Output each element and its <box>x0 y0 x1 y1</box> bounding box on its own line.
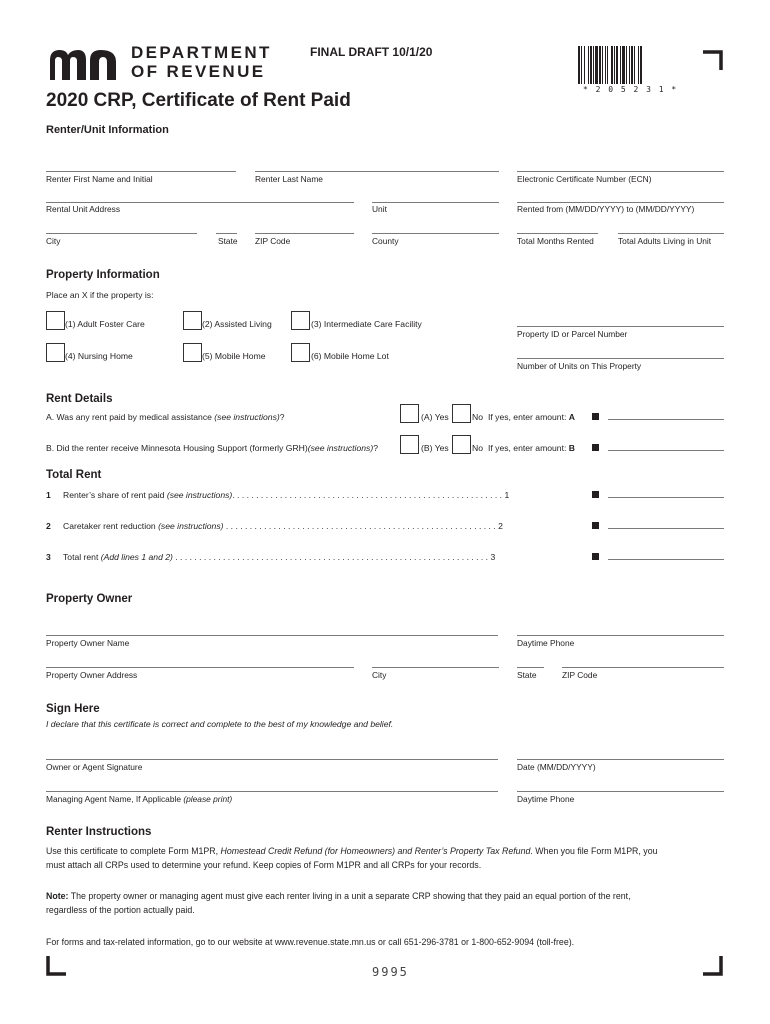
rental-address-field[interactable] <box>46 202 354 203</box>
barcode-bar <box>578 46 580 84</box>
note-paragraph-1: Note: The property owner or managing agent must give each renter living in a unit a separate CRP showing that they paid an equal portion of the rent, <box>46 891 631 901</box>
property-id-label: Property ID or Parcel Number <box>517 329 628 339</box>
contact-info: For forms and tax-related information, go to our website at www.revenue.state.mn.us or call 651-296-3781 or 1-800-652-9094 (toll-free). <box>46 937 575 947</box>
total-rent-heading: Total Rent <box>46 469 102 481</box>
b-amount-marker-icon <box>592 444 599 451</box>
rental-address-label: Rental Unit Address <box>46 204 121 214</box>
city-field[interactable] <box>46 233 197 234</box>
property-owner-heading: Property Owner <box>46 593 133 605</box>
corner-mark-bottom-left <box>46 956 66 976</box>
checkbox-a-no[interactable] <box>452 404 471 423</box>
barcode-bar <box>622 46 625 84</box>
checkbox-nursing-home[interactable] <box>46 343 65 362</box>
line-3-text: Total rent (Add lines 1 and 2) . . . . . . . . . . . . . . . . . . . . . . . . . . . . . . . . . . . . . . . . . . . . . . . . . . . . . . . . . . . . . . . . . . 3 <box>63 552 496 562</box>
checkbox-mobile-home-lot[interactable] <box>291 343 310 362</box>
barcode-bar <box>634 46 635 84</box>
option-assisted-living: (2) Assisted Living <box>202 319 272 329</box>
line-1-marker-icon <box>592 491 599 498</box>
renter-first-name-label: Renter First Name and Initial <box>46 174 153 184</box>
barcode-bar <box>590 46 592 84</box>
owner-phone-label: Daytime Phone <box>517 638 575 648</box>
barcode-text: * 2 0 5 2 3 1 * <box>583 85 678 94</box>
line-2-field[interactable] <box>608 528 724 529</box>
note-paragraph-2: regardless of the portion actually paid. <box>46 905 195 915</box>
owner-state-field[interactable] <box>517 667 544 668</box>
owner-address-label: Property Owner Address <box>46 670 138 680</box>
rent-details-heading: Rent Details <box>46 393 113 405</box>
barcode-icon <box>578 46 678 84</box>
ecn-label: Electronic Certificate Number (ECN) <box>517 174 652 184</box>
line-1-number: 1 <box>46 490 51 500</box>
owner-name-field[interactable] <box>46 635 498 636</box>
b-yes-label: (B) Yes <box>421 443 449 453</box>
agent-phone-label: Daytime Phone <box>517 794 575 804</box>
sign-date-field[interactable] <box>517 759 724 760</box>
dept-name-line2: OF REVENUE <box>131 62 266 81</box>
barcode-bar <box>629 46 630 84</box>
b-amount-field[interactable] <box>608 450 724 451</box>
mn-logo-icon <box>46 46 122 82</box>
option-mobile-home: (5) Mobile Home <box>202 351 266 361</box>
question-b: B. Did the renter receive Minnesota Housing Support (formerly GRH)(see instructions)? <box>46 443 378 453</box>
barcode-bar <box>607 46 608 84</box>
property-id-field[interactable] <box>517 326 724 327</box>
total-adults-field[interactable] <box>618 233 724 234</box>
checkbox-mobile-home[interactable] <box>183 343 202 362</box>
form-code: 9995 <box>372 965 409 979</box>
renter-first-name-field[interactable] <box>46 171 236 172</box>
renter-instructions-heading: Renter Instructions <box>46 826 152 838</box>
total-months-field[interactable] <box>517 233 598 234</box>
barcode-bar <box>620 46 621 84</box>
barcode-bar <box>602 46 603 84</box>
barcode-bar <box>584 46 585 84</box>
line-3-field[interactable] <box>608 559 724 560</box>
total-adults-label: Total Adults Living in Unit <box>618 236 712 246</box>
line-3-marker-icon <box>592 553 599 560</box>
b-no-label: No <box>472 443 483 453</box>
a-amount-label: If yes, enter amount: A <box>488 412 575 422</box>
option-mobile-home-lot: (6) Mobile Home Lot <box>311 351 389 361</box>
barcode-bar <box>614 46 615 84</box>
checkbox-assisted-living[interactable] <box>183 311 202 330</box>
rented-from-field[interactable] <box>517 202 724 203</box>
line-2-number: 2 <box>46 521 51 531</box>
checkbox-intermediate-care[interactable] <box>291 311 310 330</box>
sign-date-label: Date (MM/DD/YYYY) <box>517 762 596 772</box>
line-2-text: Caretaker rent reduction (see instructions) . . . . . . . . . . . . . . . . . . . . . . . . . . . . . . . . . . . . . . . . . . . . . . . . . . . . . . . . . 2 <box>63 521 503 531</box>
b-amount-label: If yes, enter amount: B <box>488 443 575 453</box>
renter-last-name-label: Renter Last Name <box>255 174 323 184</box>
barcode-bar <box>605 46 606 84</box>
dept-name-line1: DEPARTMENT <box>131 43 272 62</box>
owner-name-label: Property Owner Name <box>46 638 130 648</box>
line-1-text: Renter’s share of rent paid (see instructions). . . . . . . . . . . . . . . . . . . . . . . . . . . . . . . . . . . . . . . . . . . . . . . . . . . . . . . . . 1 <box>63 490 510 500</box>
state-field[interactable] <box>216 233 237 234</box>
agent-name-label: Managing Agent Name, If Applicable (please print) <box>46 794 233 804</box>
agent-name-field[interactable] <box>46 791 498 792</box>
form-title: 2020 CRP, Certificate of Rent Paid <box>46 90 351 111</box>
a-amount-field[interactable] <box>608 419 724 420</box>
a-yes-label: (A) Yes <box>421 412 449 422</box>
renter-last-name-field[interactable] <box>255 171 499 172</box>
unit-label: Unit <box>372 204 387 214</box>
checkbox-b-no[interactable] <box>452 435 471 454</box>
agent-phone-field[interactable] <box>517 791 724 792</box>
barcode-bar <box>581 46 582 84</box>
owner-city-field[interactable] <box>372 667 499 668</box>
signature-label: Owner or Agent Signature <box>46 762 143 772</box>
draft-label: FINAL DRAFT 10/1/20 <box>310 45 433 59</box>
owner-zip-label: ZIP Code <box>562 670 598 680</box>
num-units-label: Number of Units on This Property <box>517 361 642 371</box>
zip-field[interactable] <box>255 233 354 234</box>
instructions-paragraph-1b: must attach all CRPs used to determine your refund. Keep copies of Form M1PR and all CRPs for your records. <box>46 860 482 870</box>
a-no-label: No <box>472 412 483 422</box>
county-field[interactable] <box>372 233 499 234</box>
barcode-bar <box>595 46 598 84</box>
line-3-number: 3 <box>46 552 51 562</box>
line-1-field[interactable] <box>608 497 724 498</box>
sign-here-heading: Sign Here <box>46 703 100 715</box>
a-amount-marker-icon <box>592 413 599 420</box>
option-adult-foster-care: (1) Adult Foster Care <box>65 319 145 329</box>
owner-state-label: State <box>517 670 537 680</box>
checkbox-a-yes[interactable] <box>400 404 419 423</box>
property-section-heading: Property Information <box>46 269 160 281</box>
instructions-paragraph-1a: Use this certificate to complete Form M1PR, Homestead Credit Refund (for Homeowners) and Renter’s Property Tax Refund. When you file Form M1PR, you <box>46 846 658 856</box>
owner-city-label: City <box>372 670 387 680</box>
barcode-bar <box>640 46 642 84</box>
total-months-label: Total Months Rented <box>517 236 594 246</box>
corner-mark-top-right <box>703 50 723 70</box>
barcode-bar <box>593 46 594 84</box>
owner-phone-field[interactable] <box>517 635 724 636</box>
option-intermediate-care: (3) Intermediate Care Facility <box>311 319 422 329</box>
barcode-bar <box>599 46 601 84</box>
barcode-bar <box>638 46 639 84</box>
unit-field[interactable] <box>372 202 499 203</box>
checkbox-b-yes[interactable] <box>400 435 419 454</box>
signature-field[interactable] <box>46 759 498 760</box>
line-2-marker-icon <box>592 522 599 529</box>
barcode-bar <box>631 46 633 84</box>
owner-zip-field[interactable] <box>562 667 724 668</box>
rented-from-label: Rented from (MM/DD/YYYY) to (MM/DD/YYYY) <box>517 204 695 214</box>
checkbox-adult-foster-care[interactable] <box>46 311 65 330</box>
owner-address-field[interactable] <box>46 667 354 668</box>
zip-label: ZIP Code <box>255 236 291 246</box>
barcode-bar <box>626 46 627 84</box>
city-label: City <box>46 236 61 246</box>
option-nursing-home: (4) Nursing Home <box>65 351 133 361</box>
corner-mark-bottom-right <box>703 956 723 976</box>
barcode-bar <box>616 46 618 84</box>
renter-section-heading: Renter/Unit Information <box>46 124 169 136</box>
question-a: A. Was any rent paid by medical assistance (see instructions)? <box>46 412 285 422</box>
declaration-text: I declare that this certificate is correct and complete to the best of my knowledge and belief. <box>46 719 394 729</box>
property-instruction: Place an X if the property is: <box>46 290 154 300</box>
ecn-field[interactable] <box>517 171 724 172</box>
state-label: State <box>218 236 238 246</box>
county-label: County <box>372 236 399 246</box>
barcode-bar <box>611 46 613 84</box>
num-units-field[interactable] <box>517 358 724 359</box>
barcode-bar <box>588 46 589 84</box>
